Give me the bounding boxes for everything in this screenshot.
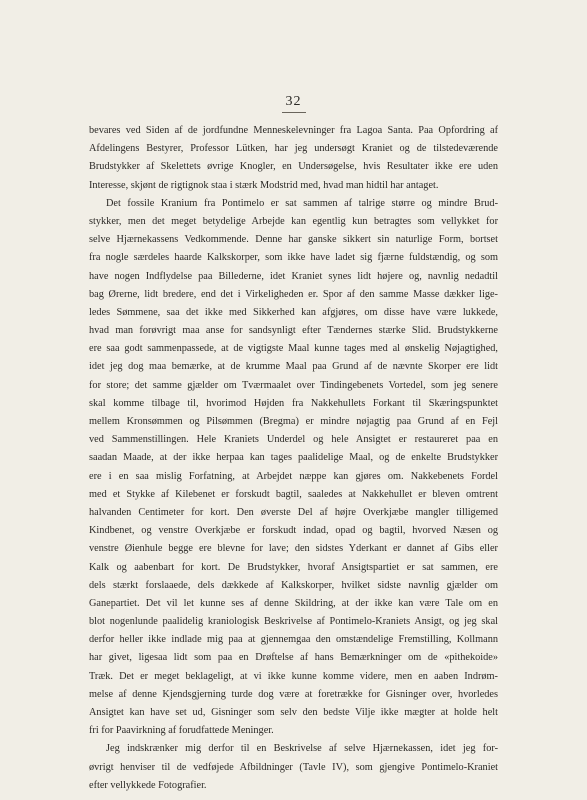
text-line: idet jeg dog maa bemærke, at de krumme Maal paa Grund af de nævnte Skorper ere lidt bbox=[89, 361, 498, 373]
page-number-header bbox=[0, 92, 587, 113]
text-line: fra nogle særdeles haarde Kalkskorper, som ikke have ladet sig fjærne fuldstændig, og som bbox=[89, 252, 498, 264]
text-line: venstre Øienhule begge ere blevne for lave; den sidstes Yderkant er dannet af Gibs eller bbox=[89, 543, 498, 555]
text-line: efter vellykkede Fotografier. bbox=[89, 779, 207, 791]
text-line: saadan Maade, at der ikke herpaa kan tages paalidelige Maal, og de enkelte Brudstykker bbox=[89, 452, 498, 464]
text-line: derfor heller ikke indlade mig paa at gjennemgaa den omstændelige Fremstilling, Kollmann bbox=[89, 634, 498, 646]
text-line: bevares ved Siden af de jordfundne Menneskelevninger fra Lagoa Santa. Paa Opfordring af bbox=[89, 125, 498, 136]
body-text bbox=[89, 122, 498, 795]
text-line: Afdelingens Bestyrer, Professor Lütken, har jeg undersøgt Kraniet og de tilstedeværende bbox=[89, 143, 498, 155]
text-line: Træk. Det er meget beklageligt, at vi ikke kunne komme videre, men en aaben Indrøm- bbox=[89, 670, 498, 682]
text-line: fri for Paavirkning af forudfattede Meninger. bbox=[89, 725, 274, 737]
text-line: blot nogenlunde paalidelig kraniologisk Beskrivelse af Pontimelo-Kraniets Ansigt, og jeg skal bbox=[89, 616, 498, 628]
text-line: skal komme tilbage til, hvorimod Højden fra Nakkehullets Forkant til Skæringspunktet bbox=[89, 397, 498, 409]
text-line: Kalk og aabenbart for kort. De Brudstykker, hvoraf Ansigtspartiet er sat sammen, ere bbox=[89, 561, 498, 573]
text-line: Jeg indskrænker mig derfor til en Beskrivelse af selve Hjærnekassen, idet jeg for- bbox=[106, 743, 498, 755]
text-line: dels stærkt forslaaede, dels dækkede af Kalkskorper, hvilket sidste navnlig gjælder om bbox=[89, 579, 498, 591]
text-line: halvanden Centimeter for kort. Den øverste Del af højre Overkjæbe mangler tilligemed bbox=[89, 506, 498, 518]
text-line: Brudstykker af Skelettets øvrige Knogler, en Undersøgelse, hvis Resultater ikke ere uden bbox=[89, 161, 498, 173]
text-line: stykker, men det meget betydelige Arbejde kan egentlig kun betragtes som vellykket for bbox=[89, 215, 498, 227]
text-line: hvad man forøvrigt maa anse for sandsynligt efter Tændernes stærke Slid. Brudstykkerne bbox=[89, 325, 498, 337]
text-line: har givet, ligesaa lidt som paa en Drøftelse af hans Bemærkninger om de «pithekoide» bbox=[89, 652, 498, 664]
text-line: med et Stykke af Kilebenet er forskudt bagtil, saaledes at Nakkehullet er bleven omtrent bbox=[89, 488, 498, 500]
text-line: have nogen Indflydelse paa Billederne, idet Kraniet synes lidt højere og, navnlig nedadtil bbox=[89, 270, 498, 282]
text-line: for store; det samme gjælder om Tværmaalet over Tindingebenets Vortedel, som jeg senere bbox=[89, 379, 498, 391]
text-line: ledes Sømmene, saa det ikke med Sikkerhed kan afgjøres, om disse have være lukkede, bbox=[89, 306, 498, 318]
text-line: ere saa godt sammenpassede, at de vigtigste Maal kunne tages med al ønskelig Nøjagtighed, bbox=[89, 343, 498, 355]
text-line: Ganepartiet. Det vil let kunne ses af denne Skildring, at der ikke kan være Tale om en bbox=[89, 597, 498, 609]
text-line: bag Ørerne, lidt bredere, end det i Virkeligheden er. Spor af den samme Masse dækker lige- bbox=[89, 288, 498, 300]
page-number: 32 bbox=[282, 93, 306, 113]
text-line: ved Sammenstillingen. Hele Kraniets Underdel og hele Ansigtet er restaureret paa en bbox=[89, 434, 498, 446]
text-line: Kindbenet, og venstre Overkjæbe er forskudt indad, opad og bagtil, hvorved Næsen og bbox=[89, 525, 498, 537]
text-line: Ansigtet kan have set ud, Gisninger som selv den bedste Vilje ikke mægter at holde helt bbox=[89, 707, 498, 718]
text-line: ere i en saa mislig Forfatning, at Arbejdet næppe kan gjøres om. Nakkebenets Fordel bbox=[89, 470, 498, 482]
text-line: melse af denne Kjendsgjerning turde dog være at foretrække for Gisninger over, hvorledes bbox=[89, 688, 498, 700]
text-line: Det fossile Kranium fra Pontimelo er sat sammen af talrige større og mindre Brud- bbox=[106, 197, 498, 209]
text-line: Interesse, skjønt de rigtignok staa i stærk Modstrid med, hvad man hidtil har antaget. bbox=[89, 179, 439, 191]
text-line: mellem Kronsømmen og Pilsømmen (Bregma) er mindre nøjagtig paa Grund af en Fejl bbox=[89, 416, 498, 427]
text-line: øvrigt henviser til de vedføjede Afbildninger (Tavle IV), som gjengive Pontimelo-Kraniet bbox=[89, 761, 498, 773]
text-line: selve Hjærnekassens Vedkommende. Denne har ganske sikkert sin naturlige Form, bortset bbox=[89, 234, 498, 246]
